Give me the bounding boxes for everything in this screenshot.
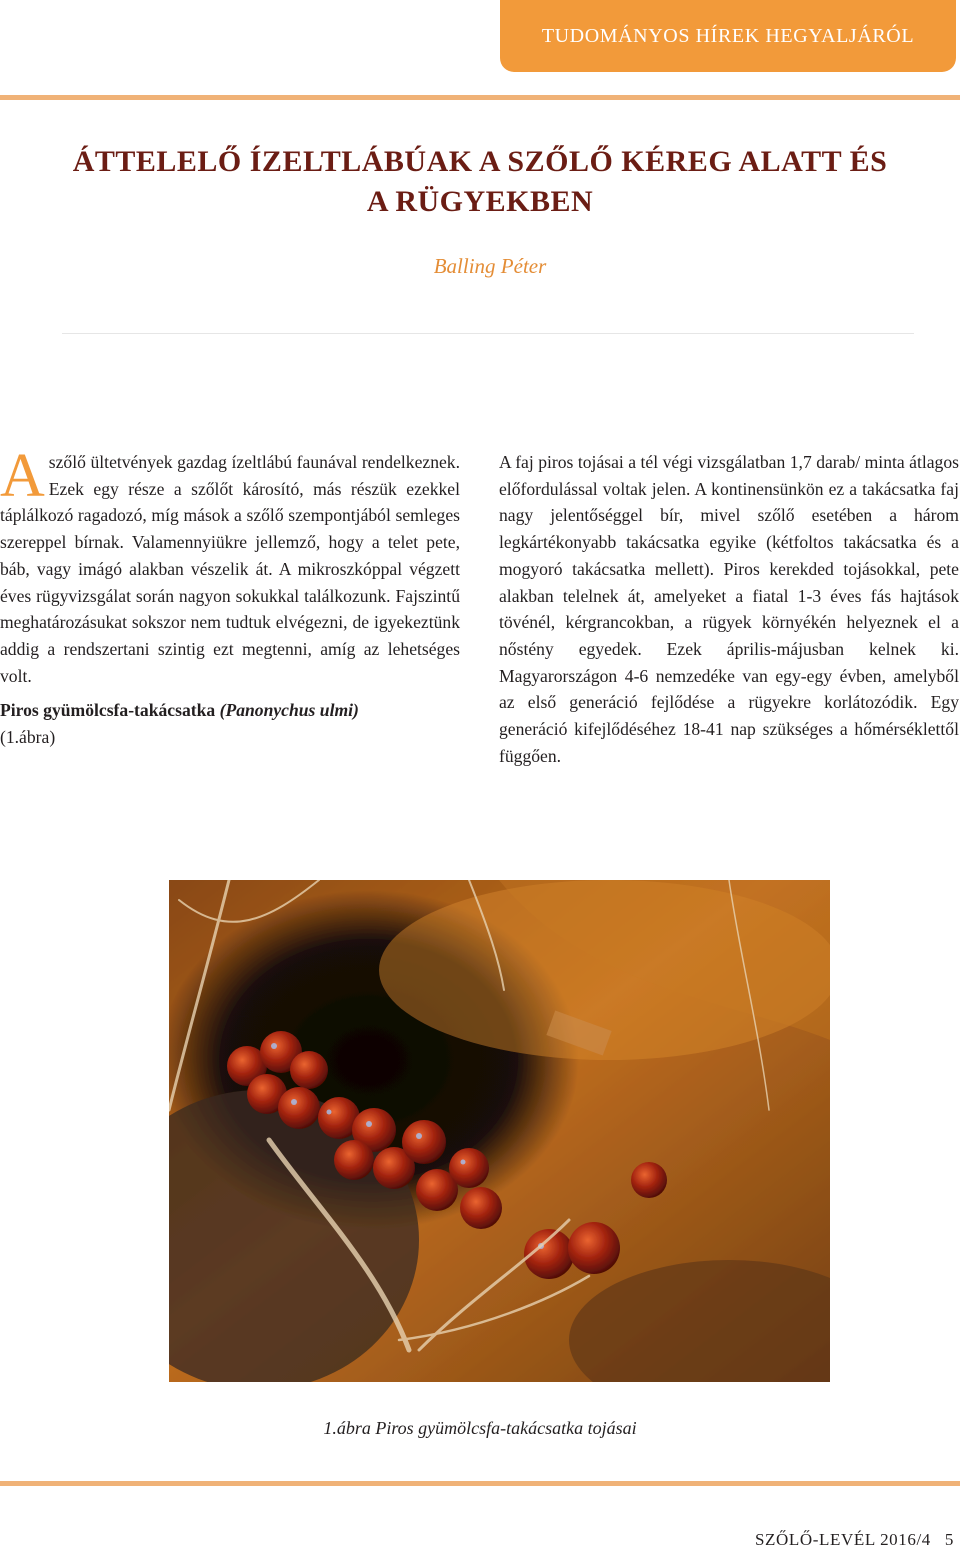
mite-eggs-photo bbox=[169, 880, 830, 1382]
section-label: TUDOMÁNYOS HÍREK HEGYALJÁRÓL bbox=[541, 24, 915, 47]
section-header-tab bbox=[500, 0, 956, 72]
drop-cap: A bbox=[0, 442, 45, 510]
species-subheading bbox=[0, 697, 460, 724]
bottom-divider bbox=[0, 1481, 960, 1486]
left-column bbox=[0, 442, 460, 751]
subheading-latin: (Panonychus ulmi) bbox=[219, 700, 359, 721]
right-column bbox=[499, 449, 959, 769]
journal-name: SZŐLŐ-LEVÉL bbox=[754, 1530, 876, 1549]
subheading-main: Piros gyümölcsfa-takácsatka bbox=[0, 700, 220, 721]
figure-photo bbox=[870, 880, 960, 1380]
article-title bbox=[0, 142, 960, 222]
right-column-text: A faj piros tojásai a tél végi vizsgálatban 1,7 darab/ minta átlagos előfordulással voltak jelen. A kontinensünkön ez a takácsatka faj nagy jelentőséggel bír, mivel szőlő esetében a három legkártékonyabb takácsatka egyike (kétfoltos takácsatka és a mogyoró takácsatka mellett). Piros kerekded tojásokkal, pete alakban telelnek át, amelyeket a fiatal 1-3 éves fás hajtások tövénél, kérgrancokban, a rügyek környékén helyeznek el a nőstény egyedek. Ezek április-májusban kelnek ki. Magyarországon 4-6 nemzedéke van egy-egy évben, amelyből az első generáció fejlődése a rügyekre korlátozódik. Egy generáció kifejlődéséhez 18-41 nap szükséges a hőmérséklettől függően. bbox=[499, 452, 959, 766]
journal-issue: 2016/4 bbox=[880, 1530, 931, 1549]
page-number: 5 bbox=[944, 1530, 954, 1549]
intro-text: szőlő ültetvények gazdag ízeltlábú faunával rendelkeznek. Ezek egy része a szőlőt károsító, más részük ezekkel táplálkozó ragadozó, míg mások a szőlő szempontjából semleges szereppel bírnak. Valamennyiükre jellemző, hogy a telet pete, báb, vagy imágó alakban vészelik át. A mikroszkóppal végzett éves rügyvizsgálat során nagyon sokukkal találkozunk. Fajszintű meghatározásukat sokszor nem tudtuk elvégezni, de igyekeztünk addig a rendszertani szintig ezt megtenni, amíg az lehetséges volt. bbox=[0, 452, 460, 686]
top-divider bbox=[0, 95, 960, 100]
subheading-figure-ref: (1.ábra) bbox=[0, 727, 56, 748]
title-line-1: ÁTTELELŐ ÍZELTLÁBÚAK A SZŐLŐ KÉREG ALATT ÉS bbox=[72, 145, 888, 178]
intro-paragraph bbox=[0, 442, 460, 689]
title-line-2: A RÜGYEKBEN bbox=[366, 185, 594, 218]
author-divider bbox=[62, 333, 914, 334]
figure-caption: 1.ábra Piros gyümölcsfa-takácsatka tojásai bbox=[323, 1418, 637, 1438]
article-author: Balling Péter bbox=[433, 254, 547, 278]
page-footer bbox=[755, 1530, 954, 1550]
